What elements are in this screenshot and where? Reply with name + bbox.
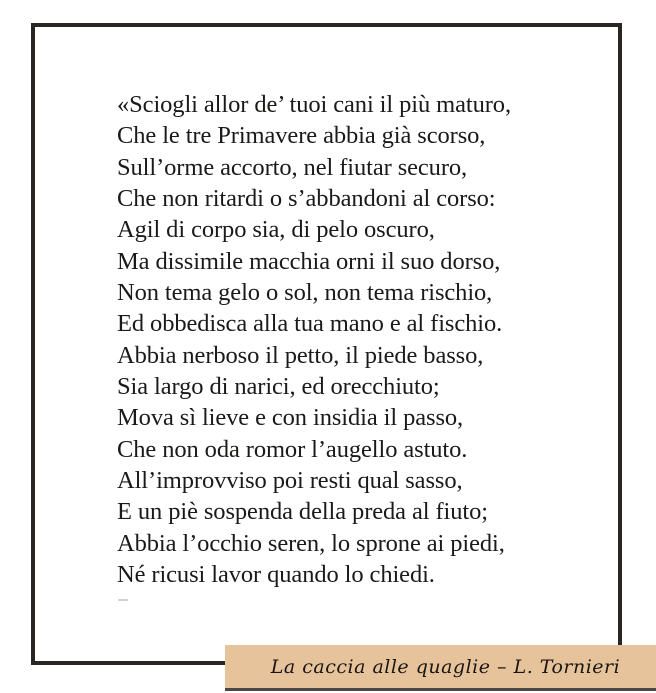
caption-banner [225, 645, 656, 688]
poem-line: Agil di corpo sia, di pelo oscuro, [117, 216, 435, 244]
poem-line: Ma dissimile macchia orni il suo dorso, [117, 247, 501, 275]
poem-text [117, 89, 511, 591]
poem-line: Sull’orme accorto, nel fiutar securo, [117, 153, 468, 181]
caption-title-author: La caccia alle quaglie – L. Tornieri [270, 655, 621, 678]
poem-line: All’improvviso poi resti qual sasso, [117, 467, 463, 495]
poem-line: Mova sì lieve e con insidia il passo, [117, 404, 464, 432]
poem-line: Che le tre Primavere abbia già scorso, [117, 122, 486, 150]
poem-line: Che non ritardi o s’abbandoni al corso: [117, 185, 496, 213]
poem-line: Non tema gelo o sol, non tema rischio, [117, 279, 493, 307]
poem-line: Sia largo di narici, ed orecchiuto; [117, 373, 440, 401]
poem-line: Che non oda romor l’augello astuto. [117, 435, 468, 463]
poem-line: Né ricusi lavor quando lo chiedi. [117, 561, 435, 589]
poem-line: Ed obbedisca alla tua mano e al fischio. [117, 310, 503, 338]
poem-line: «Sciogli allor de’ tuoi cani il più maturo, [117, 91, 511, 118]
scan-artifact [118, 599, 128, 601]
poem-line: Abbia l’occhio seren, lo sprone ai piedi, [117, 529, 505, 557]
poem-line: Abbia nerboso il petto, il piede basso, [117, 341, 484, 369]
poem-line: E un piè sospenda della preda al fiuto; [117, 498, 488, 526]
